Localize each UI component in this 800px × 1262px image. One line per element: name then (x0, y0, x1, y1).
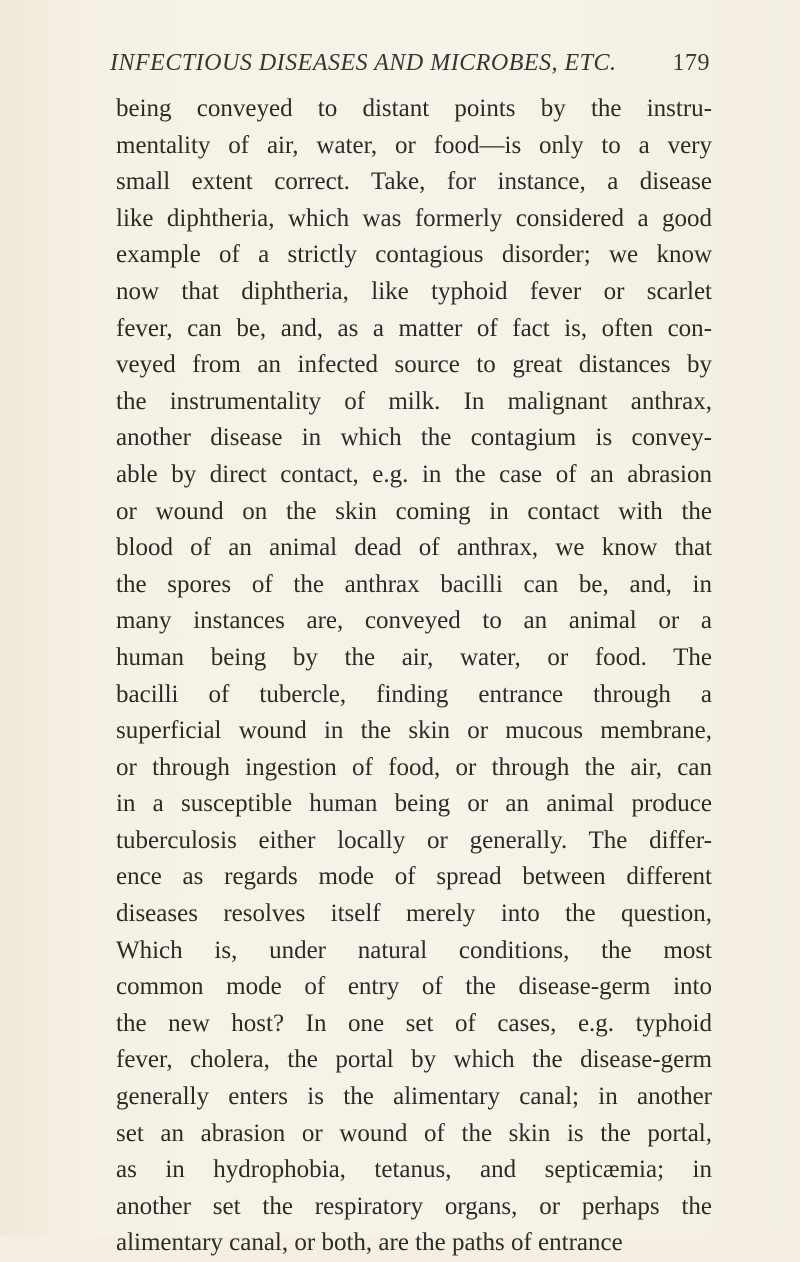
text-line: fever, can be, and, as a matter of fact is, often con- (116, 314, 712, 342)
text-line: set an abrasion or wound of the skin is the portal, (116, 1119, 712, 1147)
text-line: bacilli of tubercle, finding entrance through a (116, 680, 712, 708)
text-line: like diphtheria, which was formerly considered a good (116, 204, 712, 232)
text-line: being conveyed to distant points by the instru- (116, 95, 712, 122)
text-line: superficial wound in the skin or mucous membrane, (116, 717, 712, 745)
text-line: diseases resolves itself merely into the question, (116, 900, 712, 928)
text-line: veyed from an infected source to great distances by (116, 351, 712, 379)
text-line: the new host? In one set of cases, e.g. typhoid (116, 1009, 712, 1037)
text-line: Which is, under natural conditions, the most (116, 936, 712, 964)
text-line: small extent correct. Take, for instance, a disease (116, 168, 712, 196)
text-line: tuberculosis either locally or generally. The differ- (116, 826, 712, 854)
text-line: generally enters is the alimentary canal; in another (116, 1083, 712, 1111)
text-line: blood of an animal dead of anthrax, we know that (116, 534, 712, 562)
body-text (116, 91, 712, 1262)
running-head (110, 50, 710, 86)
text-line: now that diphtheria, like typhoid fever or scarlet (116, 277, 712, 305)
text-line: another set the respiratory organs, or perhaps the (116, 1192, 712, 1220)
running-head-title: INFECTIOUS DISEASES AND MICROBES, ETC. (110, 50, 617, 76)
text-line: the spores of the anthrax bacilli can be, and, in (116, 570, 712, 598)
text-line: in a susceptible human being or an animal produce (116, 790, 712, 818)
text-line: fever, cholera, the portal by which the disease-germ (116, 1046, 712, 1074)
page-number: 179 (672, 50, 710, 76)
text-line: many instances are, conveyed to an animal or a (116, 607, 712, 635)
text-line: or wound on the skin coming in contact with the (116, 497, 712, 525)
text-line: common mode of entry of the disease-germ into (116, 973, 712, 1001)
text-line: mentality of air, water, or food—is only to a very (116, 131, 712, 159)
text-line: another disease in which the contagium is convey- (116, 424, 712, 452)
text-line: able by direct contact, e.g. in the case of an abrasion (116, 460, 712, 488)
text-line: as in hydrophobia, tetanus, and septicæmia; in (116, 1156, 712, 1184)
text-line: human being by the air, water, or food. The (116, 643, 712, 671)
text-line: example of a strictly contagious disorder; we know (116, 241, 712, 269)
text-line: ence as regards mode of spread between different (116, 863, 712, 891)
text-line: or through ingestion of food, or through the air, can (116, 753, 712, 781)
text-line: the instrumentality of milk. In malignant anthrax, (116, 387, 712, 415)
text-line: alimentary canal, or both, are the paths of entrance (116, 1229, 623, 1257)
